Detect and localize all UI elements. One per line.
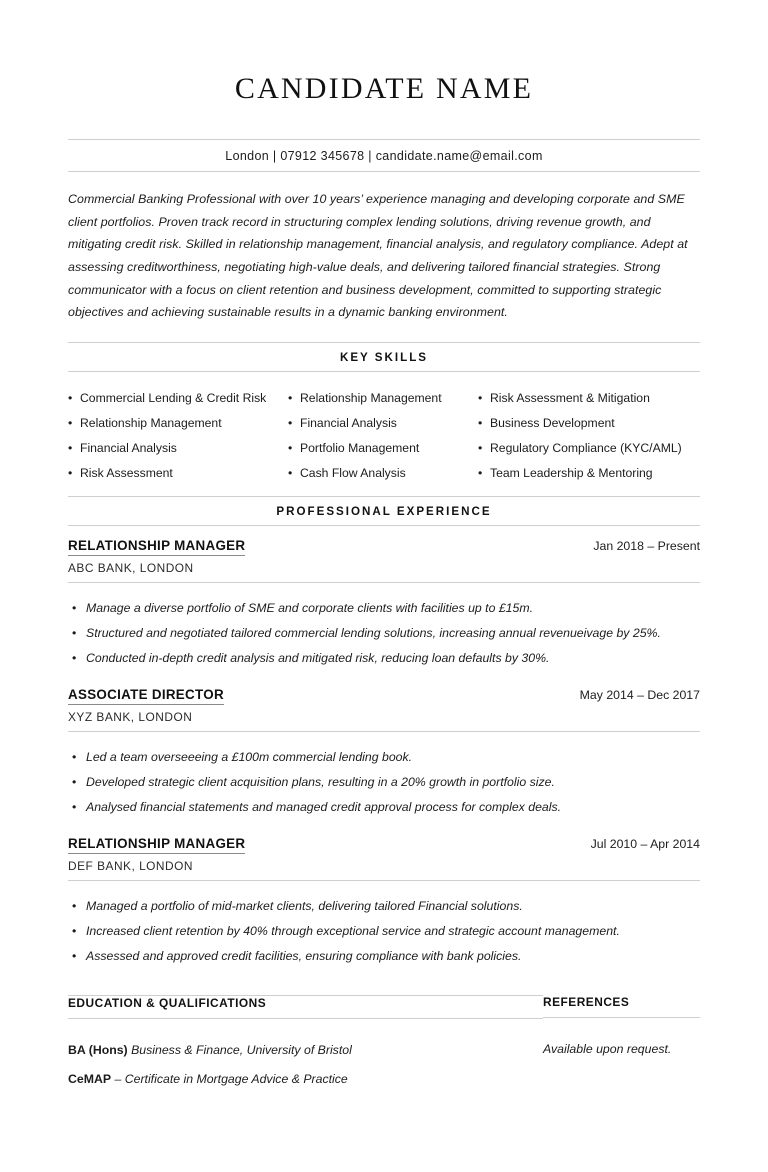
bullet-icon: • (72, 749, 77, 764)
job-bullet-text: Developed strategic client acquisition plans, resulting in a 20% growth in portfolio size. (86, 774, 555, 789)
education-item (68, 1065, 543, 1094)
skill-label: Relationship Management (300, 390, 442, 405)
professional-experience-section (68, 496, 700, 973)
job-company: ABC BANK, LONDON (68, 560, 194, 575)
experience-entry (68, 824, 700, 973)
job-bullet-text: Structured and negotiated tailored commercial lending solutions, increasing annual revenueivage by 25%. (86, 625, 661, 640)
key-skills-column-3 (478, 386, 698, 486)
skill-item (288, 461, 478, 486)
references-text: Available upon request. (543, 1041, 672, 1056)
bullet-icon: • (72, 948, 77, 963)
bullet-icon: • (72, 799, 77, 814)
skill-label: Portfolio Management (300, 440, 420, 455)
bullet-icon: • (72, 650, 77, 665)
job-bullet-text: Increased client retention by 40% through exceptional service and strategic account management. (86, 923, 620, 938)
skill-item (288, 411, 478, 436)
experience-entry (68, 526, 700, 675)
job-bullet (68, 919, 700, 944)
key-skills-column-2 (288, 386, 478, 486)
job-bullet (68, 770, 700, 795)
bullet-icon: • (288, 390, 293, 405)
skill-label: Risk Assessment & Mitigation (490, 390, 650, 405)
skill-label: Cash Flow Analysis (300, 465, 406, 480)
job-title: RELATIONSHIP MANAGER (68, 836, 245, 854)
job-bullet-text: Managed a portfolio of mid-market clients, delivering tailored Financial solutions. (86, 898, 523, 913)
job-bullet (68, 944, 700, 969)
bullet-icon: • (68, 440, 73, 455)
job-title: RELATIONSHIP MANAGER (68, 538, 245, 556)
references-column (543, 995, 700, 1094)
job-bullet-text: Conducted in-depth credit analysis and mitigated risk, reducing loan defaults by 30%. (86, 650, 550, 665)
resume-page (0, 20, 768, 1172)
education-item-lead: BA (Hons) (68, 1042, 128, 1057)
skill-item (478, 461, 698, 486)
job-bullet (68, 621, 700, 646)
education-column (68, 995, 543, 1094)
education-item-rest: – Certificate in Mortgage Advice & Practice (111, 1071, 348, 1086)
job-bullet (68, 745, 700, 770)
education-item (68, 1036, 543, 1065)
skill-label: Commercial Lending & Credit Risk (80, 390, 267, 405)
skill-label: Regulatory Compliance (KYC/AML) (490, 440, 682, 455)
job-bullet-text: Analysed financial statements and managed credit approval process for complex deals. (86, 799, 562, 814)
job-bullet-text: Assessed and approved credit facilities, ensuring compliance with bank policies. (86, 948, 522, 963)
job-company: DEF BANK, LONDON (68, 858, 193, 873)
skill-label: Team Leadership & Mentoring (490, 465, 653, 480)
bullet-icon: • (478, 465, 483, 480)
bullet-icon: • (72, 600, 77, 615)
bullet-icon: • (478, 415, 483, 430)
skill-item (68, 436, 288, 461)
job-title: ASSOCIATE DIRECTOR (68, 687, 224, 705)
key-skills-section (68, 342, 700, 496)
bullet-icon: • (288, 440, 293, 455)
job-bullet (68, 646, 700, 671)
skill-item (288, 386, 478, 411)
experience-entry (68, 675, 700, 824)
education-heading: EDUCATION & QUALIFICATIONS (68, 995, 267, 1010)
key-skills-list (68, 372, 700, 496)
bullet-icon: • (72, 625, 77, 640)
page-title: CANDIDATE NAME (234, 72, 534, 106)
bullet-icon: • (288, 415, 293, 430)
key-skills-heading: KEY SKILLS (339, 350, 429, 364)
skill-item (288, 436, 478, 461)
job-bullet (68, 795, 700, 820)
skill-item (478, 436, 698, 461)
bullet-icon: • (72, 898, 77, 913)
job-bullet-text: Manage a diverse portfolio of SME and corporate clients with facilities up to £15m. (86, 600, 534, 615)
experience-entry-header (68, 836, 700, 854)
references-heading: REFERENCES (543, 994, 630, 1009)
skill-label: Financial Analysis (80, 440, 177, 455)
key-skills-column-1 (68, 386, 288, 486)
job-bullet-list (68, 732, 700, 824)
experience-entry-header (68, 687, 700, 705)
professional-summary: Commercial Banking Professional with over 10 years’ experience managing and developing corporate and SME client portfolios. Proven track record in structuring complex lending solutions, driving revenue growth, and mitigating credit risk. Skilled in relationship management, financial analysis, and regulatory compliance. Adept at assessing creditworthiness, negotiating high-value deals, and delivering tailored financial strategies. Strong communicator with a focus on client retention and business development, committed to supporting strategic objectives and achieving sustainable results in a dynamic banking environment. (68, 192, 688, 320)
job-bullet (68, 894, 700, 919)
job-bullet-list (68, 583, 700, 675)
job-bullet (68, 596, 700, 621)
bullet-icon: • (68, 415, 73, 430)
job-company: XYZ BANK, LONDON (68, 709, 193, 724)
skill-label: Risk Assessment (80, 465, 173, 480)
education-item-lead: CeMAP (68, 1071, 112, 1086)
bullet-icon: • (478, 390, 483, 405)
references-body (543, 1018, 700, 1064)
job-dates: Jan 2018 – Present (593, 538, 700, 553)
experience-entry-header (68, 538, 700, 556)
bullet-icon: • (72, 774, 77, 789)
education-and-references-section (68, 973, 700, 1094)
skill-item (68, 411, 288, 436)
skill-item (478, 386, 698, 411)
bullet-icon: • (72, 923, 77, 938)
experience-heading: PROFESSIONAL EXPERIENCE (276, 504, 492, 518)
skill-label: Financial Analysis (300, 415, 397, 430)
bullet-icon: • (288, 465, 293, 480)
bullet-icon: • (68, 390, 73, 405)
education-list (68, 1019, 543, 1094)
job-dates: May 2014 – Dec 2017 (579, 687, 700, 702)
contact-line: London | 07912 345678 | candidate.name@email.com (225, 149, 543, 164)
job-bullet-list (68, 881, 700, 973)
bullet-icon: • (68, 465, 73, 480)
job-dates: Jul 2010 – Apr 2014 (590, 836, 700, 851)
bullet-icon: • (478, 440, 483, 455)
skill-item (68, 461, 288, 486)
skill-label: Relationship Management (80, 415, 222, 430)
job-bullet-text: Led a team overseeeing a £100m commercial lending book. (86, 749, 413, 764)
education-item-rest: Business & Finance, University of Bristol (127, 1042, 352, 1057)
skill-label: Business Development (490, 415, 615, 430)
skill-item (68, 386, 288, 411)
skill-item (478, 411, 698, 436)
